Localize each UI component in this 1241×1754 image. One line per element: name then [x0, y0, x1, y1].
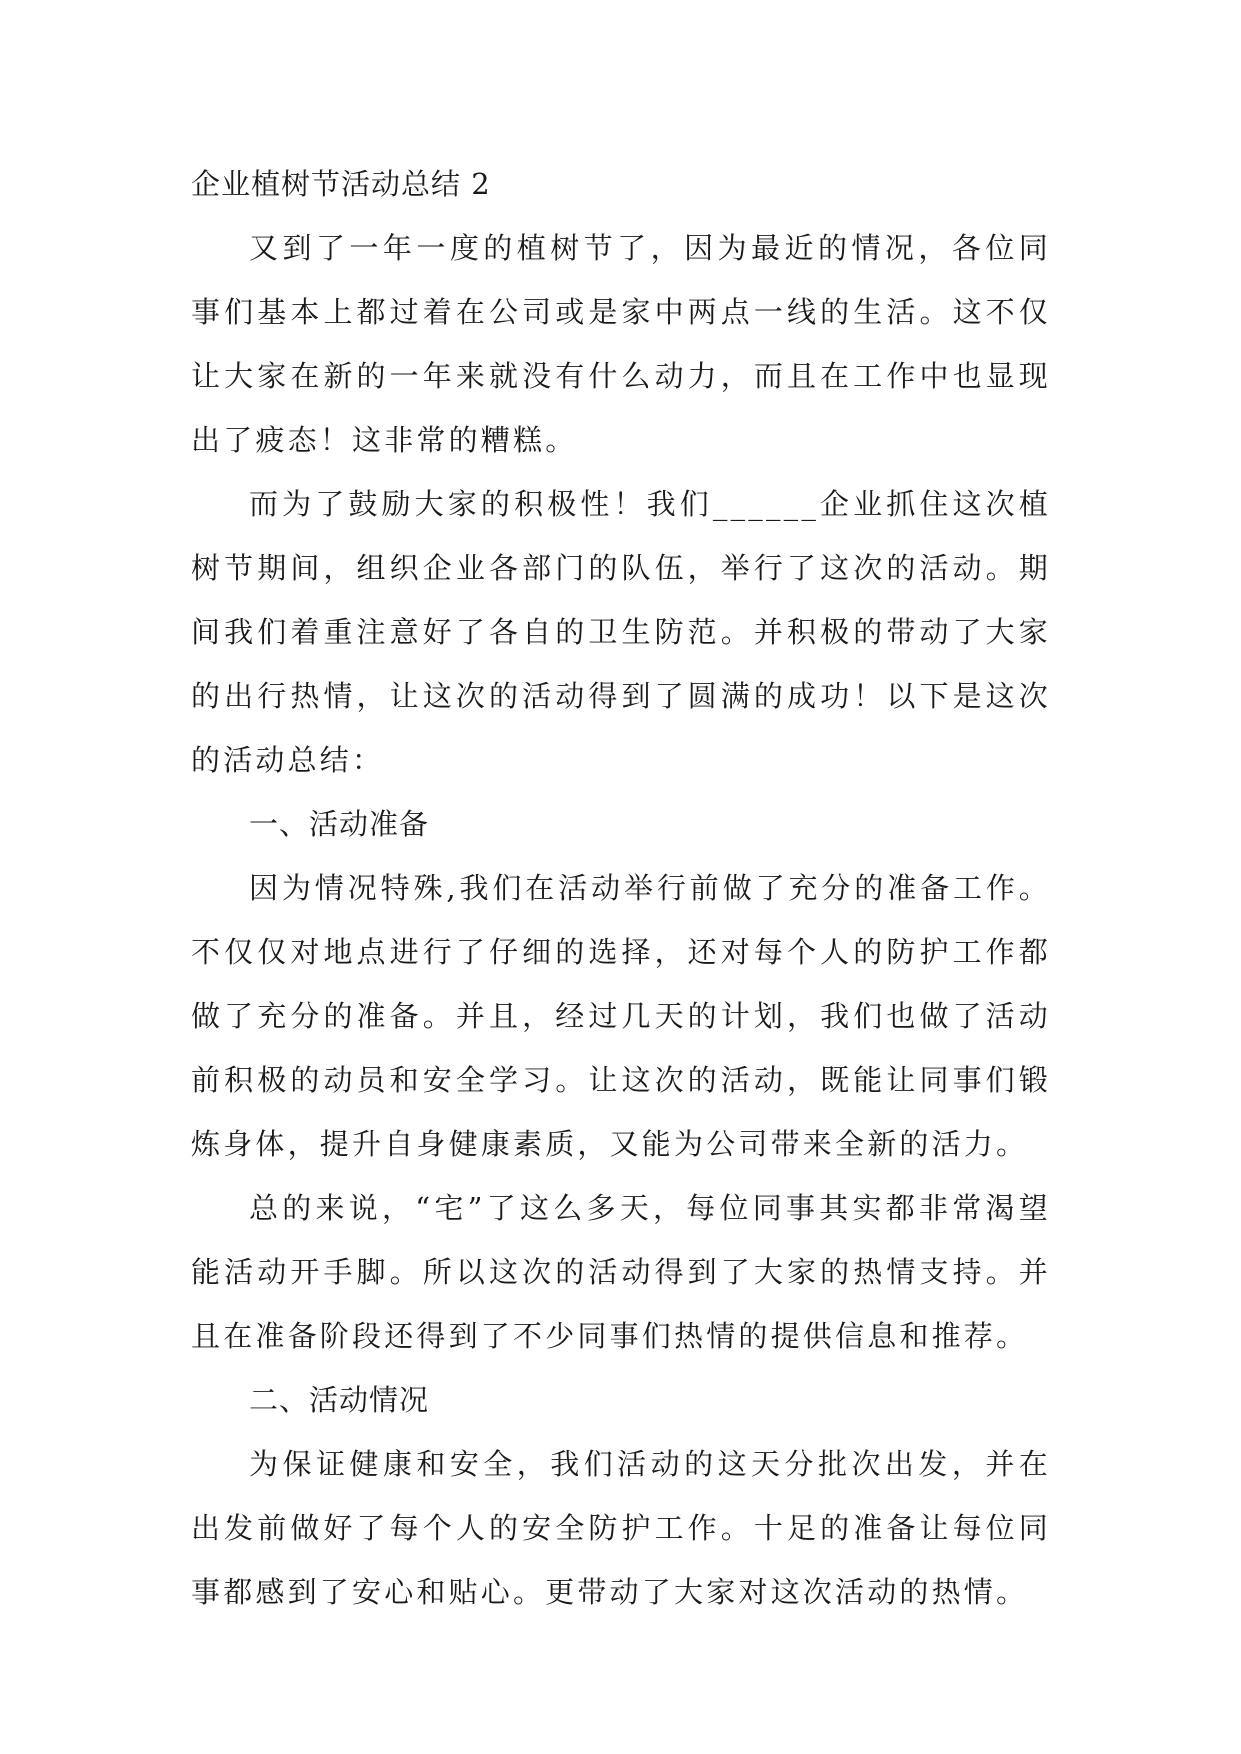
document-title: 企业植树节活动总结 2 — [191, 167, 491, 201]
document-page — [191, 152, 1051, 1624]
paragraph-purpose: 而为了鼓励大家的积极性！我们______企业抓住这次植树节期间，组织企业各部门的队伍，举行了这次的活动。期间我们着重注意好了各自的卫生防范。并积极的带动了大家的出行热情，让这次的活动得到了圆满的成功！以下是这次的活动总结： — [191, 487, 1051, 777]
paragraph-intro: 又到了一年一度的植树节了，因为最近的情况，各位同事们基本上都过着在公司或是家中两点一线的生活。这不仅让大家在新的一年来就没有什么动力，而且在工作中也显现出了疲态！这非常的糟糕。 — [191, 231, 1051, 457]
paragraph-situation: 为保证健康和安全，我们活动的这天分批次出发，并在出发前做好了每个人的安全防护工作。十足的准备让每位同事都感到了安心和贴心。更带动了大家对这次活动的热情。 — [191, 1447, 1051, 1609]
section-heading-situation: 二、活动情况 — [249, 1383, 430, 1417]
paragraph-preparation: 因为情况特殊,我们在活动举行前做了充分的准备工作。不仅仅对地点进行了仔细的选择，还对每个人的防护工作都做了充分的准备。并且，经过几天的计划，我们也做了活动前积极的动员和安全学习。让这次的活动，既能让同事们锻炼身体，提升自身健康素质，又能为公司带来全新的活力。 — [191, 871, 1051, 1161]
section-heading-preparation: 一、活动准备 — [249, 807, 430, 841]
paragraph-summary: 总的来说，“宅”了这么多天，每位同事其实都非常渴望能活动开手脚。所以这次的活动得到了大家的热情支持。并且在准备阶段还得到了不少同事们热情的提供信息和推荐。 — [191, 1191, 1051, 1353]
